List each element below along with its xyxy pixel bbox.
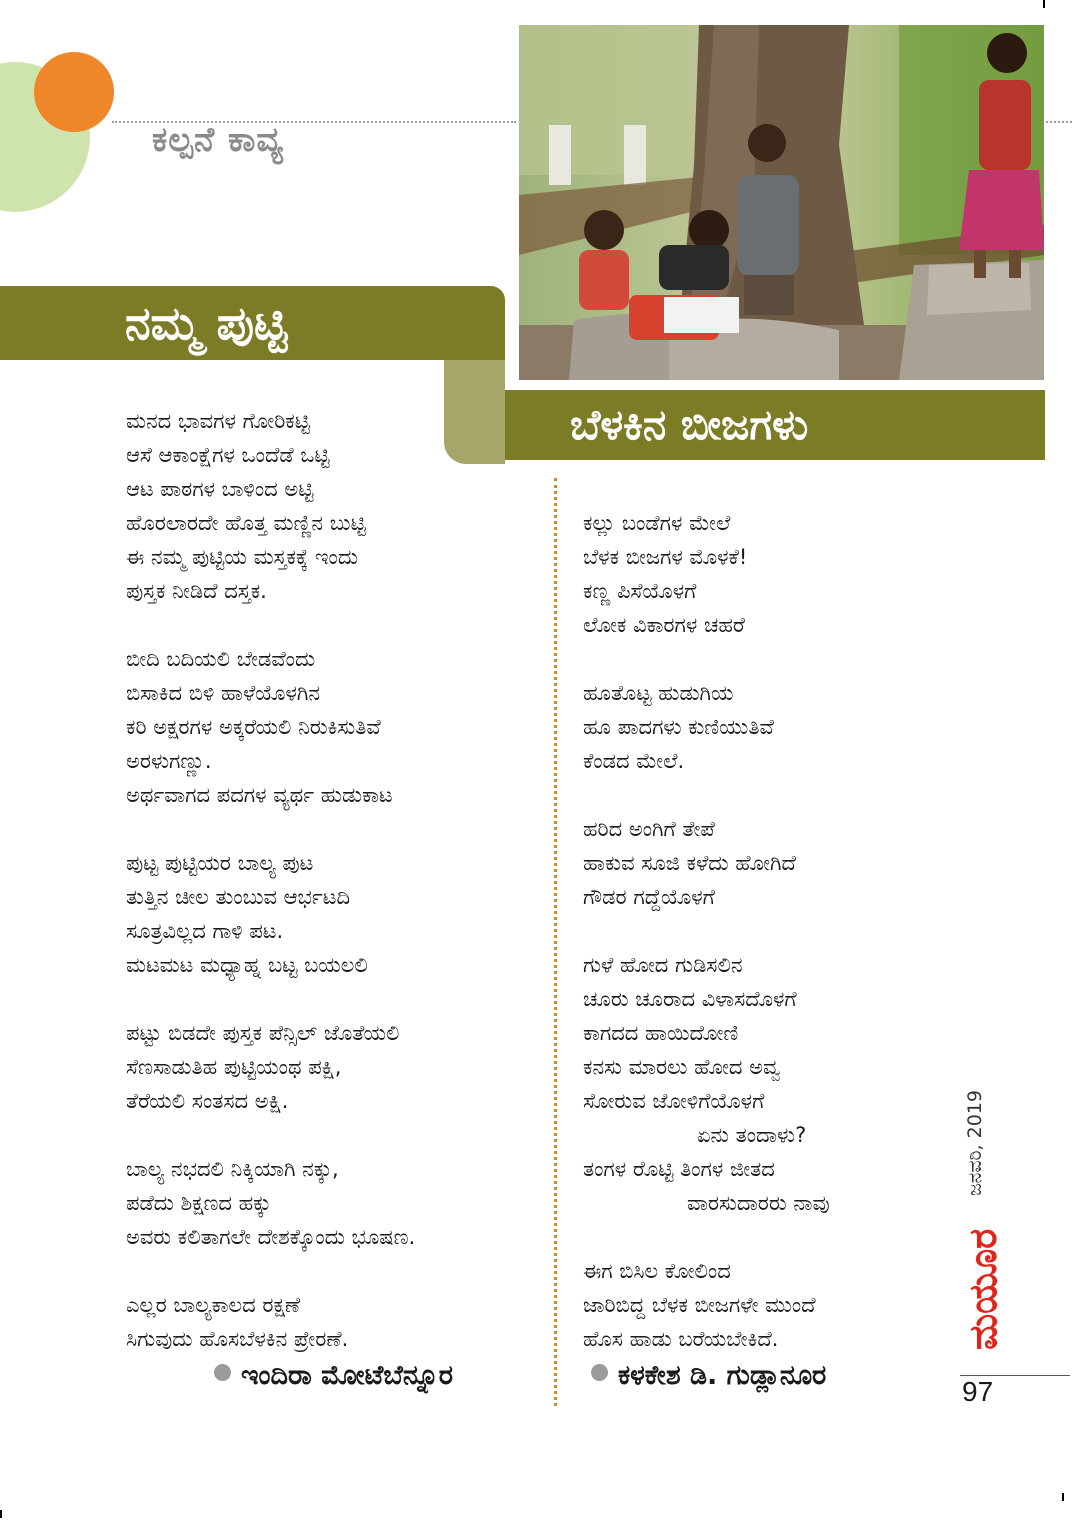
poem-line: ಸೋರುವ ಜೋಳಿಗೆಯೊಳಗೆ bbox=[583, 1089, 765, 1113]
column-divider bbox=[554, 478, 557, 1406]
poem-line: ಮನದ ಭಾವಗಳ ಗೋರಿಕಟ್ಟಿ bbox=[126, 409, 310, 433]
poem2-stanza-4 bbox=[583, 948, 830, 1220]
poem2-body bbox=[583, 506, 830, 1390]
poem-line: ಲೋಕ ವಿಕಾರಗಳ ಚಹರೆ bbox=[583, 613, 745, 637]
poem1-author bbox=[214, 1360, 453, 1392]
poem2-stanza-3 bbox=[583, 812, 830, 914]
poem-line: ಬಾಲ್ಯ ನಭದಲಿ ನಿಕ್ಕಿಯಾಗಿ ನಕ್ಕು, bbox=[126, 1157, 339, 1181]
crop-mark bbox=[1062, 1493, 1064, 1501]
poem-line: ಹೊಸ ಹಾಡು ಬರೆಯಬೇಕಿದೆ. bbox=[583, 1327, 779, 1351]
title-connector-shape bbox=[444, 360, 505, 464]
poem-line: ಚೂರು ಚೂರಾದ ವಿಳಾಸದೊಳಗೆ bbox=[583, 987, 797, 1011]
poem1-body bbox=[126, 404, 415, 1390]
poem-line: ಹೊರಲಾರದೇ ಹೊತ್ತ ಮಣ್ಣಿನ ಬುಟ್ಟಿ bbox=[126, 511, 366, 535]
poem-line: ಎಲ್ಲರ ಬಾಲ್ಯಕಾಲದ ರಕ್ಷಣೆ bbox=[126, 1293, 301, 1317]
poem-line: ತಂಗಳ ರೊಟ್ಟಿ ತಿಂಗಳ ಜೀತದ bbox=[583, 1157, 775, 1181]
decorative-orange-circle bbox=[34, 52, 114, 132]
poem2-stanza-5 bbox=[583, 1254, 830, 1356]
poem2-title: ಬೆಳಕಿನ ಬೀಜಗಳು bbox=[570, 400, 809, 449]
poem-line: ಹೂ ಪಾದಗಳು ಕುಣಿಯುತಿವೆ bbox=[583, 715, 774, 739]
poem-line: ಕನಸು ಮಾರಲು ಹೋದ ಅವ್ವ bbox=[583, 1055, 781, 1079]
poem-line: ಅರ್ಥವಾಗದ ಪದಗಳ ವ್ಯರ್ಥ ಹುಡುಕಾಟ bbox=[126, 783, 393, 807]
issue-date: ಜನವರಿ, 2019 bbox=[964, 1090, 986, 1196]
poem-line: ಬೀದಿ ಬದಿಯಲಿ ಬೇಡವೆಂದು bbox=[126, 647, 316, 671]
poem-line: ಹಾಕುವ ಸೂಜಿ ಕಳೆದು ಹೋಗಿದೆ bbox=[583, 851, 796, 875]
poem2-author bbox=[591, 1360, 826, 1392]
poem2-stanza-2 bbox=[583, 676, 830, 778]
crop-mark bbox=[0, 1510, 2, 1518]
poem-line: ಬಿಸಾಕಿದ ಬಿಳಿ ಹಾಳೆಯೊಳಗಿನ bbox=[126, 681, 321, 705]
poem-line: ಆಸೆ ಆಕಾಂಕ್ಷೆಗಳ ಒಂದೆಡೆ ಒಟ್ಟಿ bbox=[126, 443, 330, 467]
children-studying-photo bbox=[519, 25, 1044, 380]
poem1-stanza-5 bbox=[126, 1152, 415, 1254]
poem2-author-name: ಕಳಕೇಶ ಡಿ. ಗುಡ್ಲಾನೂರ bbox=[618, 1360, 827, 1391]
poem1-title: ನಮ್ಮ ಪುಟ್ಟಿ bbox=[125, 296, 288, 350]
poem-line: ಪಟ್ಟು ಬಿಡದೇ ಪುಸ್ತಕ ಪೆನ್ಸಿಲ್ ಜೊತೆಯಲಿ bbox=[126, 1021, 400, 1045]
poem-line: ಏನು ತಂದಾಳು? bbox=[697, 1123, 807, 1147]
poem-line: ಗುಳೆ ಹೋದ ಗುಡಿಸಲಿನ bbox=[583, 953, 743, 977]
poem-line: ಕಲ್ಲು ಬಂಡೆಗಳ ಮೇಲೆ bbox=[583, 511, 731, 535]
poem-line: ಈಗ ಬಿಸಿಲ ಕೋಲಿಂದ bbox=[583, 1259, 731, 1283]
poem-line: ವಾರಸುದಾರರು ನಾವು bbox=[687, 1191, 830, 1215]
poem-line: ಕೆಂಡದ ಮೇಲೆ. bbox=[583, 749, 685, 773]
poem-line: ತೆರೆಯಲಿ ಸಂತಸದ ಅಕ್ಷಿ. bbox=[126, 1089, 289, 1113]
poem-line: ಕಣ್ಣ ಪಿಸೆಯೊಳಗೆ bbox=[583, 579, 697, 603]
crop-mark bbox=[1043, 0, 1045, 8]
poem-line: ಮಟಮಟ ಮಧ್ಯಾಹ್ನ ಬಟ್ಟ ಬಯಲಲಿ bbox=[126, 953, 368, 977]
section-label: ಕಲ್ಪನೆ ಕಾವ್ಯ bbox=[152, 120, 284, 160]
poem-line: ಜಾರಿಬಿದ್ದ ಬೆಳಕ ಬೀಜಗಳೇ ಮುಂದೆ bbox=[583, 1293, 816, 1317]
poem-line: ತುತ್ತಿನ ಚೀಲ ತುಂಬುವ ಆರ್ಭಟದಿ bbox=[126, 885, 351, 909]
poem-line: ಹರಿದ ಅಂಗಿಗೆ ತೇಪೆ bbox=[583, 817, 715, 841]
poem-line: ಪಡೆದು ಶಿಕ್ಷಣದ ಹಕ್ಕು bbox=[126, 1191, 272, 1215]
poem-line: ಸಿಗುವುದು ಹೊಸಬೆಳಕಿನ ಪ್ರೇರಣೆ. bbox=[126, 1327, 349, 1351]
poem1-stanza-3 bbox=[126, 846, 415, 982]
page-number: 97 bbox=[962, 1376, 994, 1407]
poem-line: ಅರಳುಗಣ್ಣು. bbox=[126, 749, 212, 773]
poem-line: ಪುಟ್ಟ ಪುಟ್ಟಿಯರ ಬಾಲ್ಯ ಪುಟ bbox=[126, 851, 314, 875]
poem-line: ಗೌಡರ ಗದ್ದೆಯೊಳಗೆ bbox=[583, 885, 715, 909]
poem1-stanza-4 bbox=[126, 1016, 415, 1118]
poem-line: ಆಟ ಪಾಠಗಳ ಬಾಳಿಂದ ಅಟ್ಟಿ bbox=[126, 477, 314, 501]
magazine-name: ಮಯೂರ bbox=[961, 1228, 1005, 1350]
poem-line: ಸೂತ್ರವಿಲ್ಲದ ಗಾಳಿ ಪಟ. bbox=[126, 919, 284, 943]
poem-line: ಪುಸ್ತಕ ನೀಡಿದೆ ದಸ್ತಕ. bbox=[126, 579, 267, 603]
poem1-stanza-1 bbox=[126, 404, 415, 608]
header-dotted-rule-right bbox=[1046, 121, 1072, 123]
poem-line: ಅವರು ಕಲಿತಾಗಲೇ ದೇಶಕ್ಕೊಂದು ಭೂಷಣ. bbox=[126, 1225, 416, 1249]
poem2-stanza-1 bbox=[583, 506, 830, 642]
poem-line: ಹೂತೊಟ್ಟ ಹುಡುಗಿಯ bbox=[583, 681, 734, 705]
poem-line: ಕರಿ ಅಕ್ಷರಗಳ ಅಕ್ಕರೆಯಲಿ ನಿರುಕಿಸುತಿವೆ bbox=[126, 715, 381, 739]
poem1-stanza-2 bbox=[126, 642, 415, 812]
bullet-dot-icon bbox=[591, 1364, 608, 1381]
bullet-dot-icon bbox=[214, 1364, 231, 1381]
poem-line: ಸೆಣಸಾಡುತಿಹ ಪುಟ್ಟಿಯಂಥ ಪಕ್ಷಿ, bbox=[126, 1055, 342, 1079]
poem1-author-name: ಇಂದಿರಾ ಮೋಟೆಬೆನ್ನೂರ bbox=[241, 1360, 454, 1391]
poem-line: ಬೆಳಕ ಬೀಜಗಳ ಮೊಳಕೆ! bbox=[583, 545, 748, 569]
poem1-stanza-6 bbox=[126, 1288, 415, 1356]
poem-line: ಈ ನಮ್ಮ ಪುಟ್ಟಿಯ ಮಸ್ತಕಕ್ಕೆ ಇಂದು bbox=[126, 545, 359, 569]
poem-line: ಕಾಗದದ ಹಾಯಿದೋಣಿ bbox=[583, 1021, 739, 1045]
